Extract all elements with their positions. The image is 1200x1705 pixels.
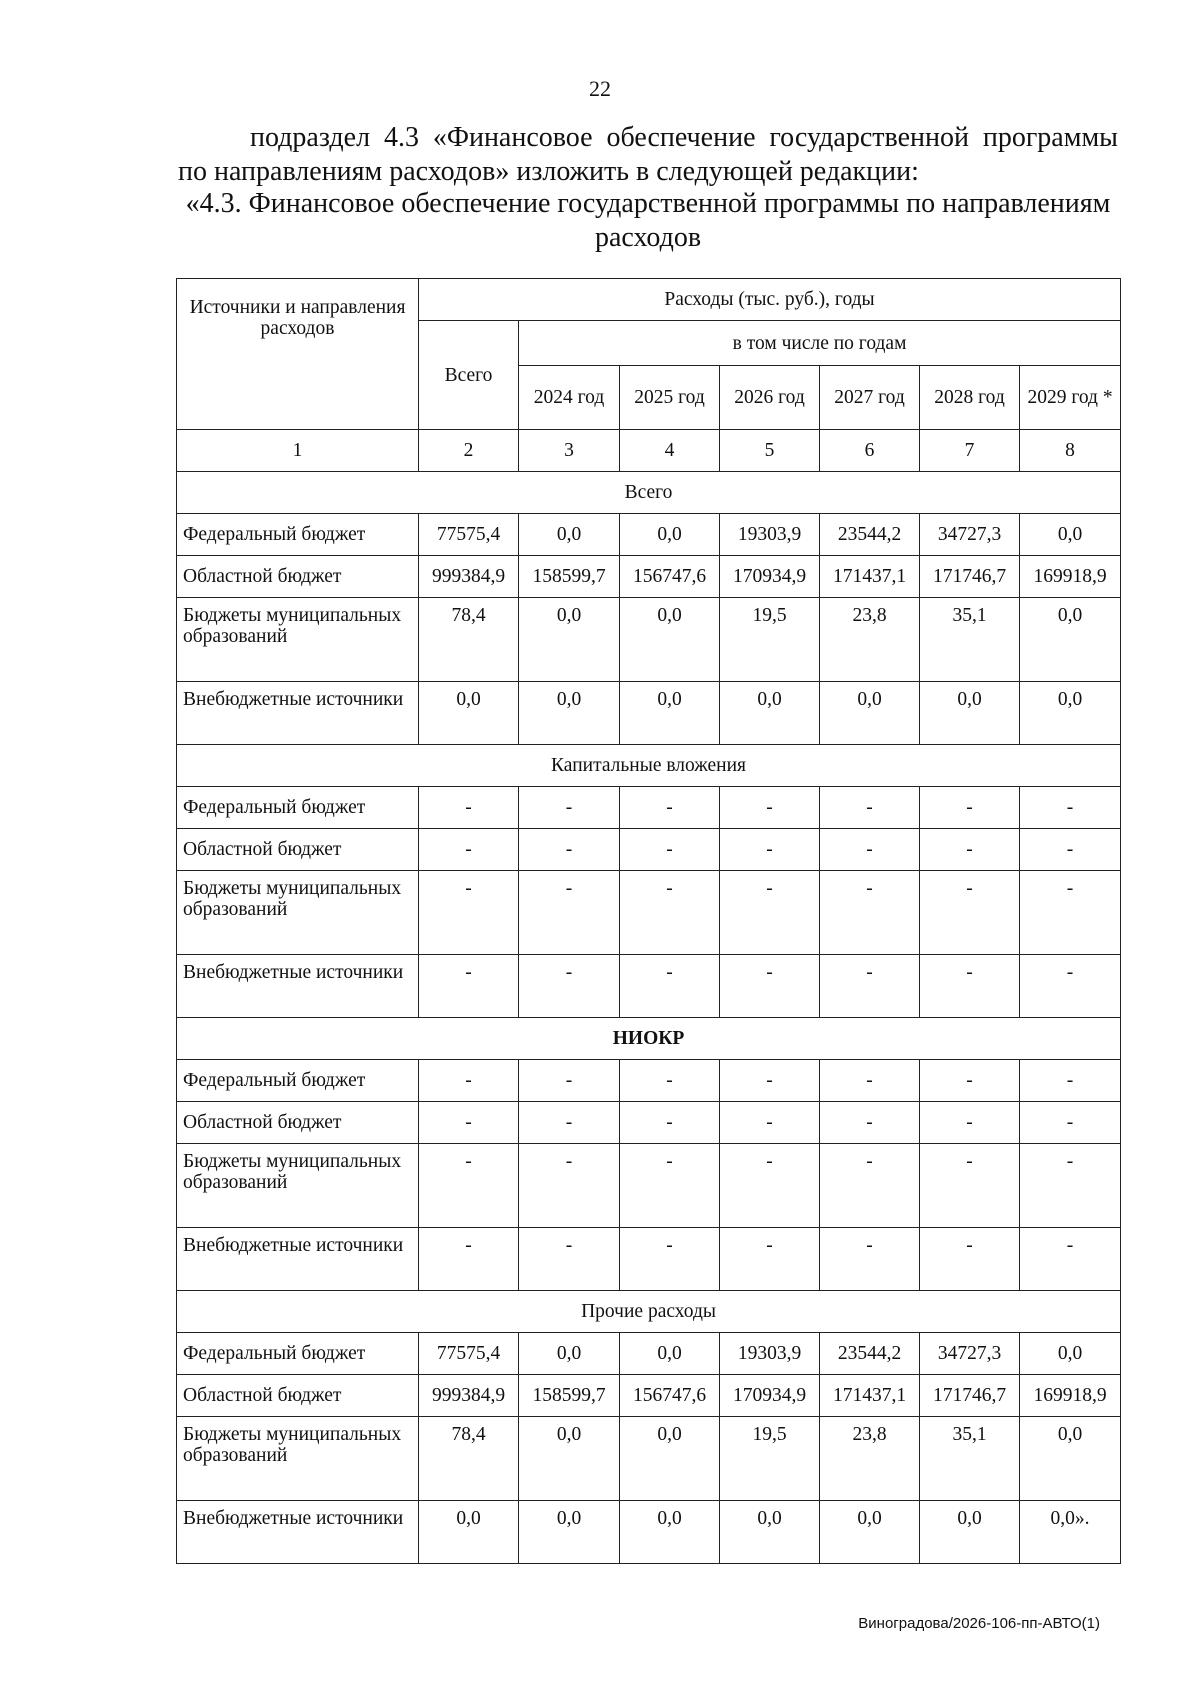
- value-cell: 0,0: [519, 1417, 620, 1501]
- header-year-2025: 2025 год: [620, 366, 720, 430]
- document-code: Виноградова/2026-106-пп-АВТО(1): [858, 1615, 1100, 1632]
- table-row: [177, 682, 1121, 745]
- source-cell: Федеральный бюджет: [177, 787, 419, 829]
- value-cell: -: [620, 1060, 720, 1102]
- value-cell: -: [920, 1102, 1020, 1144]
- value-cell: 19303,9: [720, 514, 820, 556]
- header-years-group: в том числе по годам: [519, 321, 1121, 366]
- value-cell: -: [1020, 1228, 1121, 1291]
- value-cell: 169918,9: [1020, 556, 1121, 598]
- value-cell: 0,0: [419, 682, 519, 745]
- value-cell: -: [720, 1144, 820, 1228]
- column-number: 5: [720, 430, 820, 472]
- header-year-2026: 2026 год: [720, 366, 820, 430]
- table-row: [177, 598, 1121, 682]
- value-cell: -: [519, 829, 620, 871]
- value-cell: -: [820, 787, 920, 829]
- value-cell: -: [1020, 787, 1121, 829]
- value-cell: 0,0: [920, 682, 1020, 745]
- source-cell: Внебюджетные источники: [177, 1228, 419, 1291]
- header-total: Всего: [419, 321, 519, 430]
- table-row: [177, 1102, 1121, 1144]
- intro-paragraph: подраздел 4.3 «Финансовое обеспечение государственной программы по направлениям расходов» изложить в следующей редакции:: [178, 122, 1118, 187]
- value-cell: -: [419, 1228, 519, 1291]
- value-cell: 0,0: [720, 682, 820, 745]
- value-cell: 77575,4: [419, 1333, 519, 1375]
- value-cell: 158599,7: [519, 1375, 620, 1417]
- value-cell: -: [419, 1144, 519, 1228]
- value-cell: 0,0: [519, 682, 620, 745]
- value-cell: -: [920, 787, 1020, 829]
- value-cell: 0,0: [519, 514, 620, 556]
- value-cell: 171437,1: [820, 1375, 920, 1417]
- section-row: [177, 745, 1121, 787]
- source-cell: Внебюджетные источники: [177, 955, 419, 1018]
- section-title: Всего: [177, 472, 1121, 514]
- value-cell: 35,1: [920, 598, 1020, 682]
- value-cell: -: [519, 787, 620, 829]
- value-cell: -: [1020, 1144, 1121, 1228]
- value-cell: 158599,7: [519, 556, 620, 598]
- header-sources: Источники и направления расходов: [177, 279, 419, 430]
- value-cell: -: [519, 955, 620, 1018]
- value-cell: -: [1020, 955, 1121, 1018]
- value-cell: 999384,9: [419, 556, 519, 598]
- value-cell: 170934,9: [720, 556, 820, 598]
- table-row: [177, 955, 1121, 1018]
- value-cell: 0,0: [1020, 682, 1121, 745]
- value-cell: 34727,3: [920, 1333, 1020, 1375]
- value-cell: 23544,2: [820, 514, 920, 556]
- value-cell: -: [519, 1102, 620, 1144]
- value-cell: -: [519, 1144, 620, 1228]
- column-number: 3: [519, 430, 620, 472]
- source-cell: Бюджеты муниципальных образований: [177, 871, 419, 955]
- value-cell: 78,4: [419, 1417, 519, 1501]
- value-cell: 0,0: [620, 1333, 720, 1375]
- section-row: [177, 1018, 1121, 1060]
- table-row: [177, 871, 1121, 955]
- source-cell: Бюджеты муниципальных образований: [177, 1417, 419, 1501]
- value-cell: 23,8: [820, 598, 920, 682]
- value-cell: -: [720, 1060, 820, 1102]
- source-cell: Федеральный бюджет: [177, 1060, 419, 1102]
- value-cell: 0,0: [1020, 1417, 1121, 1501]
- table-row: [177, 829, 1121, 871]
- value-cell: -: [620, 829, 720, 871]
- source-cell: Бюджеты муниципальных образований: [177, 598, 419, 682]
- value-cell: -: [720, 829, 820, 871]
- value-cell: -: [720, 955, 820, 1018]
- value-cell: 0,0: [620, 1417, 720, 1501]
- value-cell: -: [419, 1102, 519, 1144]
- column-number: 6: [820, 430, 920, 472]
- section-row: [177, 472, 1121, 514]
- value-cell: 171746,7: [920, 556, 1020, 598]
- column-numbers-row: [177, 430, 1121, 472]
- value-cell: -: [419, 955, 519, 1018]
- section-row: [177, 1291, 1121, 1333]
- value-cell: -: [419, 787, 519, 829]
- value-cell: 23544,2: [820, 1333, 920, 1375]
- value-cell: -: [720, 1228, 820, 1291]
- value-cell: -: [720, 871, 820, 955]
- source-cell: Областной бюджет: [177, 1102, 419, 1144]
- value-cell: 0,0: [519, 1501, 620, 1564]
- table-row: [177, 514, 1121, 556]
- value-cell: 999384,9: [419, 1375, 519, 1417]
- column-number: 7: [920, 430, 1020, 472]
- value-cell: -: [1020, 1060, 1121, 1102]
- header-year-2029: 2029 год *: [1020, 366, 1121, 430]
- value-cell: -: [1020, 1102, 1121, 1144]
- value-cell: -: [820, 871, 920, 955]
- source-cell: Областной бюджет: [177, 1375, 419, 1417]
- section-title: Прочие расходы: [177, 1291, 1121, 1333]
- value-cell: -: [519, 1228, 620, 1291]
- source-cell: Внебюджетные источники: [177, 1501, 419, 1564]
- value-cell: 0,0: [720, 1501, 820, 1564]
- column-number: 8: [1020, 430, 1121, 472]
- value-cell: -: [620, 1102, 720, 1144]
- value-cell: 0,0».: [1020, 1501, 1121, 1564]
- section-heading: «4.3. Финансовое обеспечение государственной программы по направлениям расходов: [185, 188, 1111, 253]
- value-cell: 170934,9: [720, 1375, 820, 1417]
- value-cell: 156747,6: [620, 1375, 720, 1417]
- value-cell: 0,0: [1020, 598, 1121, 682]
- value-cell: -: [519, 1060, 620, 1102]
- value-cell: -: [620, 955, 720, 1018]
- value-cell: 78,4: [419, 598, 519, 682]
- table-row: [177, 1375, 1121, 1417]
- column-number: 4: [620, 430, 720, 472]
- source-cell: Внебюджетные источники: [177, 682, 419, 745]
- header-expenses-group: Расходы (тыс. руб.), годы: [419, 279, 1121, 321]
- column-number: 1: [177, 430, 419, 472]
- value-cell: 34727,3: [920, 514, 1020, 556]
- value-cell: -: [419, 829, 519, 871]
- value-cell: -: [519, 871, 620, 955]
- header-year-2028: 2028 год: [920, 366, 1020, 430]
- value-cell: 35,1: [920, 1417, 1020, 1501]
- value-cell: -: [920, 955, 1020, 1018]
- table-row: [177, 1417, 1121, 1501]
- table-row: [177, 1333, 1121, 1375]
- value-cell: 0,0: [620, 514, 720, 556]
- value-cell: -: [419, 871, 519, 955]
- source-cell: Федеральный бюджет: [177, 514, 419, 556]
- table-row: [177, 556, 1121, 598]
- table-row: [177, 1501, 1121, 1564]
- value-cell: -: [820, 955, 920, 1018]
- value-cell: -: [920, 829, 1020, 871]
- section-title: Капитальные вложения: [177, 745, 1121, 787]
- value-cell: 0,0: [519, 1333, 620, 1375]
- value-cell: -: [419, 1060, 519, 1102]
- value-cell: -: [620, 1144, 720, 1228]
- value-cell: 171746,7: [920, 1375, 1020, 1417]
- value-cell: 0,0: [519, 598, 620, 682]
- value-cell: -: [820, 1144, 920, 1228]
- value-cell: 23,8: [820, 1417, 920, 1501]
- value-cell: 0,0: [620, 1501, 720, 1564]
- table-row: [177, 1060, 1121, 1102]
- value-cell: -: [620, 1228, 720, 1291]
- value-cell: -: [920, 871, 1020, 955]
- value-cell: 0,0: [620, 598, 720, 682]
- value-cell: -: [720, 1102, 820, 1144]
- header-year-2027: 2027 год: [820, 366, 920, 430]
- value-cell: -: [1020, 829, 1121, 871]
- value-cell: 0,0: [620, 682, 720, 745]
- value-cell: 19303,9: [720, 1333, 820, 1375]
- value-cell: 169918,9: [1020, 1375, 1121, 1417]
- value-cell: -: [820, 1228, 920, 1291]
- value-cell: -: [720, 787, 820, 829]
- table-row: [177, 1144, 1121, 1228]
- value-cell: -: [920, 1228, 1020, 1291]
- section-title: НИОКР: [177, 1018, 1121, 1060]
- value-cell: -: [820, 1102, 920, 1144]
- value-cell: -: [920, 1060, 1020, 1102]
- value-cell: 0,0: [1020, 1333, 1121, 1375]
- value-cell: 0,0: [920, 1501, 1020, 1564]
- value-cell: 156747,6: [620, 556, 720, 598]
- column-number: 2: [419, 430, 519, 472]
- value-cell: -: [620, 871, 720, 955]
- value-cell: 19,5: [720, 598, 820, 682]
- value-cell: -: [620, 787, 720, 829]
- value-cell: 0,0: [820, 1501, 920, 1564]
- value-cell: -: [820, 829, 920, 871]
- value-cell: 19,5: [720, 1417, 820, 1501]
- value-cell: 0,0: [419, 1501, 519, 1564]
- table-row: [177, 1228, 1121, 1291]
- value-cell: -: [820, 1060, 920, 1102]
- value-cell: -: [920, 1144, 1020, 1228]
- header-row-1: [177, 279, 1121, 321]
- value-cell: 0,0: [1020, 514, 1121, 556]
- source-cell: Федеральный бюджет: [177, 1333, 419, 1375]
- source-cell: Областной бюджет: [177, 829, 419, 871]
- value-cell: 171437,1: [820, 556, 920, 598]
- financing-table: [176, 278, 1121, 1564]
- source-cell: Бюджеты муниципальных образований: [177, 1144, 419, 1228]
- value-cell: 0,0: [820, 682, 920, 745]
- value-cell: 77575,4: [419, 514, 519, 556]
- table-row: [177, 787, 1121, 829]
- value-cell: -: [1020, 871, 1121, 955]
- source-cell: Областной бюджет: [177, 556, 419, 598]
- header-year-2024: 2024 год: [519, 366, 620, 430]
- page-number: 22: [589, 76, 611, 101]
